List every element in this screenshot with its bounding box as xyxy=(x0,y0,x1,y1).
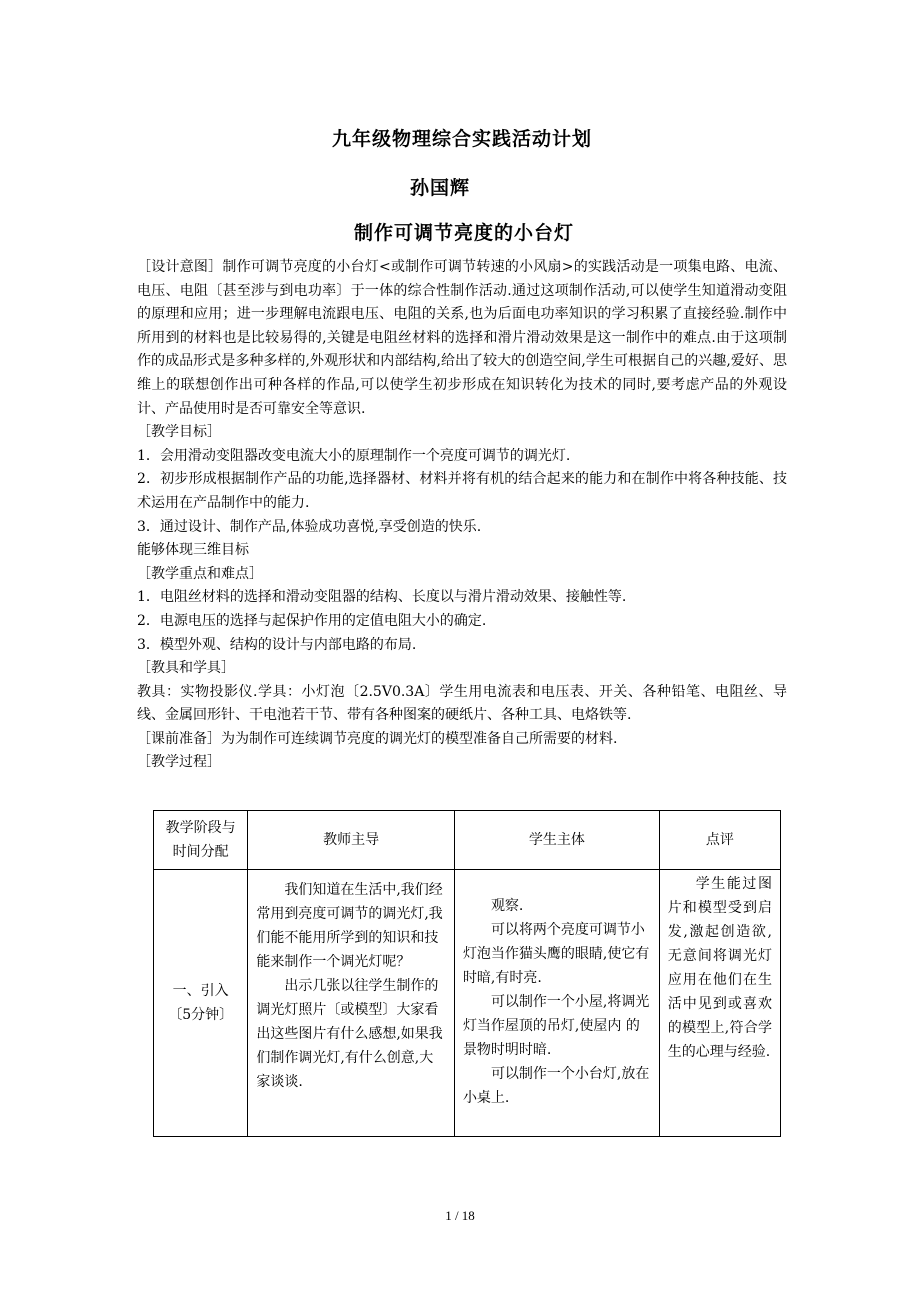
tools-heading: ［教具和学具］ xyxy=(137,660,235,677)
teacher-paragraph: 我们知道在生活中,我们经常用到亮度可调节的调光灯,我们能不能用所学到的知识和技能来制作一个调光灯呢？ xyxy=(256,882,443,970)
table-row xyxy=(154,870,781,1137)
document-body xyxy=(137,256,787,775)
objectives-note: 能够体现三维目标 xyxy=(137,542,249,559)
objectives-heading: ［教学目标］ xyxy=(137,424,221,441)
column-header-review: 点评 xyxy=(659,811,780,870)
key-points-heading: ［教学重点和难点］ xyxy=(137,565,263,582)
page-indicator: 1 / 18 xyxy=(445,1208,475,1223)
key-point-item: 1．电阻丝材料的选择和滑动变阻器的结构、长度以与滑片滑动效果、接触性等. xyxy=(137,589,627,606)
teacher-cell xyxy=(248,870,455,1137)
stage-text: 一、引入〔5分钟〕 xyxy=(168,983,234,1023)
column-header-stage-text: 教学阶段与时间分配 xyxy=(165,820,236,860)
column-header-teacher: 教师主导 xyxy=(248,811,455,870)
process-heading: ［教学过程］ xyxy=(137,754,221,771)
table-header-row xyxy=(154,811,781,870)
stage-cell xyxy=(154,870,248,1137)
objective-item: 3．通过设计、制作产品,体验成功喜悦,享受创造的快乐. xyxy=(137,518,482,535)
design-intent-paragraph: ［设计意图］制作可调节亮度的小台灯<或制作可调节转速的小风扇>的实践活动是一项集电路、电流、电压、电阻〔甚至涉与到电功率〕于一体的综合性制作活动.通过这项制作活动,可以使学生知道滑动变阻的原理和应用；进一步理解电流跟电压、电阻的关系,也为后面电功率知识的学习积累了直接经验.制作中所用到的材料也是比较易得的,关键是电阻丝材料的选择和滑片滑动效果是这一制作中的难点.由于这项制作的成品形式是多种多样的,外观形状和内部结构,给出了较大的创造空间,学生可根据自己的兴趣,爱好、思维上的联想创作出可种各样的作品,可以使学生初步形成在知识转化为技术的同时,要考虑产品的外观设计、产品使用时是否可靠安全等意识. xyxy=(137,259,787,417)
student-paragraph: 可以制作一个小屋,将调光灯当作屋顶的吊灯,使屋内 的景物时明时暗. xyxy=(462,994,650,1058)
student-paragraph: 可以将两个亮度可调节小灯泡当作猫头鹰的眼睛,使它有时暗,有时亮. xyxy=(462,922,650,986)
review-text: 学生能过图片和模型受到启发,激起创造欲,无意间将调光灯应用在他们在生活中见到或喜欢的模型上,符合学生的心理与经验. xyxy=(667,876,772,1060)
objective-item: 2．初步形成根据制作产品的功能,选择器材、材料并将有机的结合起来的能力和在制作中将各种技能、技术运用在产品制作中的能力. xyxy=(137,471,787,511)
key-point-item: 3．模型外观、结构的设计与内部电路的布局. xyxy=(137,636,417,653)
column-header-stage xyxy=(154,811,248,870)
teaching-process-table xyxy=(153,810,781,1137)
student-cell xyxy=(454,870,659,1137)
student-paragraph: 可以制作一个小台灯,放在小桌上. xyxy=(462,1066,650,1106)
author-name: 孙国辉 xyxy=(409,177,470,199)
student-paragraph: 观察. xyxy=(490,898,524,914)
preparation-paragraph: ［课前准备］为为制作可连续调节亮度的调光灯的模型准备自己所需要的材料. xyxy=(137,730,618,747)
key-point-item: 2．电源电压的选择与起保护作用的定值电阻大小的确定. xyxy=(137,612,487,629)
lesson-title: 制作可调节亮度的小台灯 xyxy=(353,222,574,244)
objective-item: 1．会用滑动变阻器改变电流大小的原理制作一个亮度可调节的调光灯. xyxy=(137,447,571,464)
review-cell xyxy=(659,870,780,1137)
document-title: 九年级物理综合实践活动计划 xyxy=(331,128,592,150)
tools-paragraph: 教具：实物投影仪.学具：小灯泡〔2.5V0.3A〕学生用电流表和电压表、开关、各种铅笔、电阻丝、导线、金属回形针、干电池若干节、带有各种图案的硬纸片、各种工具、电烙铁等. xyxy=(137,683,787,724)
teacher-paragraph: 出示几张以往学生制作的调光灯照片〔或模型〕大家看出这些图片有什么感想,如果我们制作调光灯,有什么创意,大家谈谈. xyxy=(256,978,443,1090)
column-header-student: 学生主体 xyxy=(454,811,659,870)
